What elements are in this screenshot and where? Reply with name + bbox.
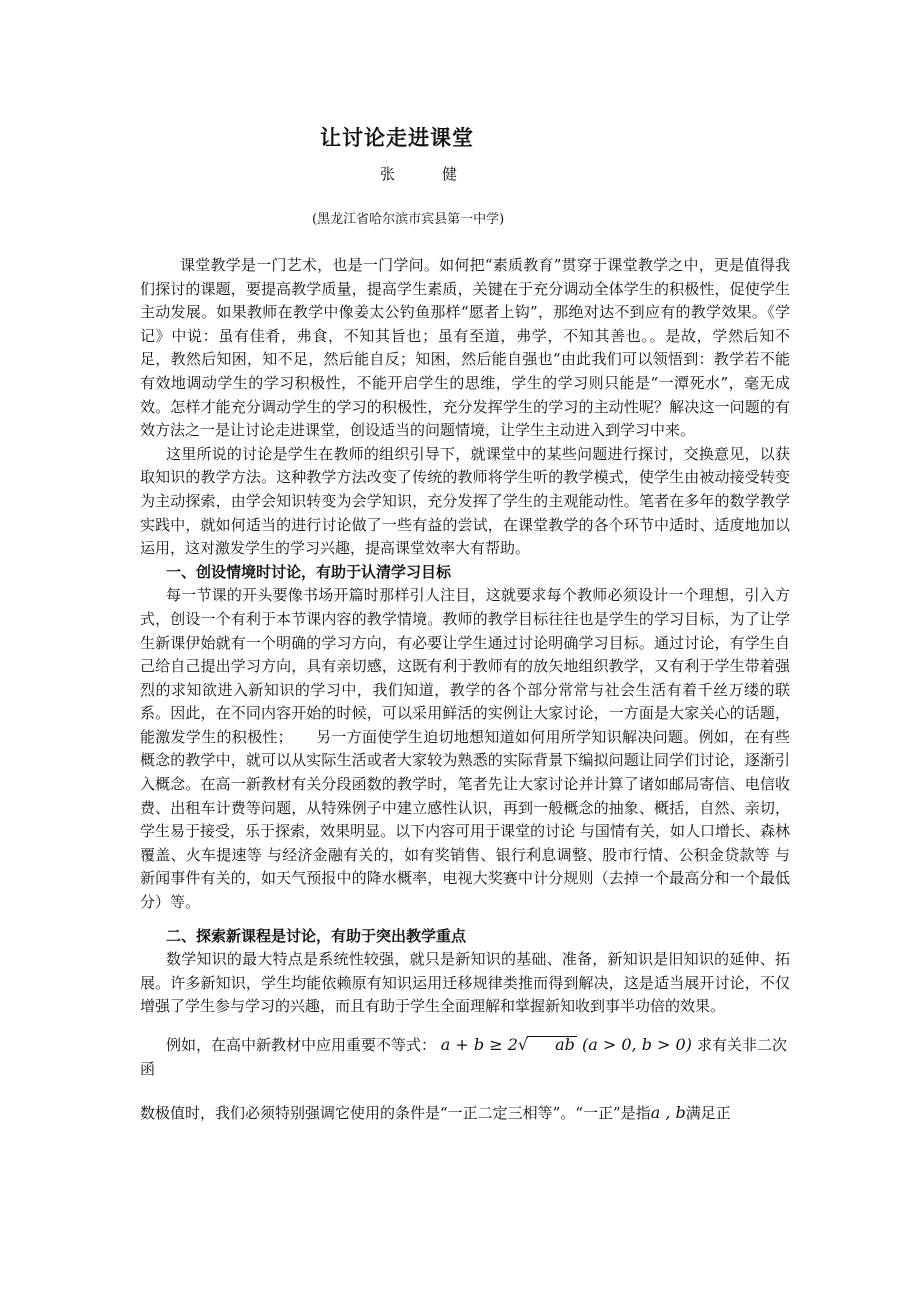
spacer bbox=[140, 915, 790, 925]
paragraph-definition: 这里所说的讨论是学生在教师的组织引导下，就课堂中的某些问题进行探讨，交换意见，以获取知识的教学方法。这种教学方法改变了传统的教师将学生听的教学模式，使学生由被动接受转变为主动探索，由学会知识转变为会学知识，充分发挥了学生的主观能动性。笔者在多年的数学教学实践中，就如何适当的进行讨论做了一些有益的尝试，在课堂教学的各个环节中适时、适度地加以运用，这对激发学生的学习兴趣，提高课堂效率大有帮助。 bbox=[140, 444, 790, 558]
continuation-text: 数极值时，我们必须特别强调它使用的条件是“一正二定三相等”。“一正”是指 bbox=[140, 1104, 651, 1123]
section-heading-2: 二、探索新课程是讨论，有助于突出教学重点 bbox=[166, 926, 467, 945]
author-affiliation: (黑龙江省哈尔滨市宾县第一中学) bbox=[312, 212, 505, 227]
section-heading-1: 一、创设情境时讨论，有助于认清学习目标 bbox=[166, 562, 452, 581]
continuation-end: 满足正 bbox=[685, 1104, 731, 1123]
paragraph-section-2: 数学知识的最大特点是系统性较强，就只是新知识的基础、准备，新知识是旧知识的延伸、拓展。许多新知识，学生均能依赖原有知识运用迁移规律类推而得到解决，这是适当展开讨论，不仅增强了学生参与学习的兴趣，而且有助于学生全面理解和掌握新知收到事半功倍的效果。 bbox=[140, 950, 790, 1016]
author-name: 张 健 bbox=[380, 165, 474, 183]
example-suffix: 求有关非二次函 bbox=[140, 1036, 788, 1078]
article-body bbox=[140, 254, 790, 1126]
formula-condition: (a > 0, b > 0) bbox=[582, 1035, 692, 1054]
formula-radicand: ab bbox=[527, 1036, 577, 1053]
spacer bbox=[140, 1019, 790, 1033]
article-title: 让讨论走进课堂 bbox=[320, 126, 474, 150]
example-line bbox=[140, 1033, 790, 1081]
inequality-formula: a + b ≥ 2√ ab (a > 0, b > 0) bbox=[440, 1035, 692, 1054]
example-continuation bbox=[140, 1101, 790, 1126]
formula-lhs: a + b ≥ 2 bbox=[440, 1035, 518, 1054]
paragraph-intro: 课堂教学是一门艺术，也是一门学问。如何把“素质教育”贯穿于课堂教学之中，更是值得我们探讨的课题，要提高教学质量，提高学生素质，关键在于充分调动全体学生的积极性，促使学生主动发展。如果教师在教学中像姜太公钓鱼那样“愿者上钩”，那绝对达不到应有的教学效果。《学记》中说：虽有佳肴，弗食，不知其旨也；虽有至道，弗学，不知其善也。。是故，学然后知不足，教然后知困，知不足，然后能自反；知困，然后能自强也“由此我们可以领悟到：教学若不能有效地调动学生的学习积极性，不能开启学生的思维，学生的学习则只能是“一潭死水”，毫无成效。怎样才能充分调动学生的学习的积极性，充分发挥学生的学习的主动性呢？解决这一问题的有效方法之一是让讨论走进课堂，创设适当的问题情境，让学生主动进入到学习中来。 bbox=[140, 256, 790, 440]
example-prefix: 例如，在高中新教材中应用重要不等式： bbox=[166, 1036, 437, 1054]
variables-ab: a , b bbox=[650, 1103, 686, 1123]
paragraph-section-1: 每一节课的开头要像书场开篇时那样引人注目，这就要求每个教师必须设计一个理想，引入方式，创设一个有利于本节课内容的教学情境。教师的教学目标往往也是学生的学习目标，为了让学生新课伊始就有一个明确的学习方向，有必要让学生通过讨论明确学习目标。通过讨论，有学生自己给自己提出学习方向，具有亲切感，这既有利于教师有的放矢地组织教学，又有利于学生带着强烈的求知欲进入新知识的学习中，我们知道，教学的各个部分常常与社会生活有着千丝万缕的联系。因此，在不同内容开始的时候，可以采用鲜活的实例让大家讨论，一方面是大家关心的话题，能激发学生的积极性； 另一方面使学生迫切地想知道如何用所学知识解决问题。例如，在有些概念的教学中，就可以从实际生活或者大家较为熟悉的实际背景下编拟问题让同学们讨论，逐渐引入概念。在高一新教材有关分段函数的教学时，笔者先让大家讨论并计算了诸如邮局寄信、电信收费、出租车计费等问题，从特殊例子中建立感性认识，再到一般概念的抽象、概括，自然、亲切，学生易于接受，乐于探索，效果明显。以下内容可用于课堂的讨论 与国情有关，如人口增长、森林覆盖、火车提速等 与经济金融有关的，如有奖销售、银行利息调整、股市行情、公积金贷款等 与新闻事件有关的，如天气预报中的降水概率，电视大奖赛中计分规则（去掉一个最高分和一个最低分）等。 bbox=[140, 586, 790, 912]
